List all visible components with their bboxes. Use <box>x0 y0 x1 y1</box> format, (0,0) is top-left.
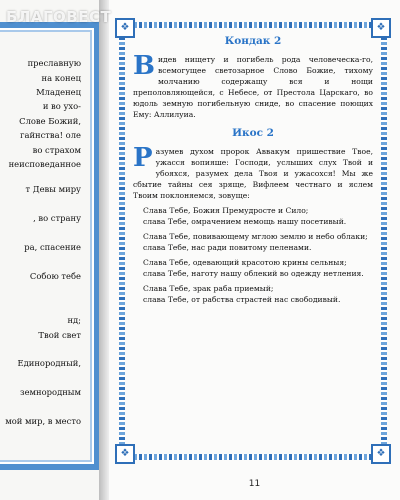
praise-line: Слава Тебе, повивающему мглою землю и небо облаки; <box>143 232 368 241</box>
corner-ornament-icon: ❖ <box>115 444 135 464</box>
praise-line: Слава Тебе, зрак раба приемый; <box>143 284 274 293</box>
praise-line: слава Тебе, омрачением немощь нашу посетивый. <box>143 217 347 226</box>
praise-line: слава Тебе, нас ради повитому пеленами. <box>143 243 312 252</box>
left-text-line: ра, спасение <box>24 242 81 252</box>
border-right <box>381 22 387 460</box>
ikos-dropcap: Р <box>133 143 153 173</box>
praise-line: слава Тебе, наготу нашу облекий во одежду нетления. <box>143 269 364 278</box>
left-text-line: , во страну <box>33 213 81 223</box>
left-text-line: во страхом <box>32 145 81 155</box>
kontakion-body: идев нищету и погибель рода человеческа-го, всемогущее светозарное Слово Божие, тихому молчанию содержащу вся и нощи преполовляющейся, с Небесе, от Престола Царскаго, во юдоль земную погибельную сниде, во спасение поющих Ему: Аллилуиа. <box>133 55 373 119</box>
right-page <box>109 0 400 500</box>
left-text-line: мой мир, в место <box>5 416 81 426</box>
left-text-line: т Девы миру <box>25 184 81 194</box>
praise-group <box>133 257 373 279</box>
page-content <box>133 34 373 305</box>
left-text-line: Собою тебе <box>29 271 81 281</box>
ikos-intro-body: азумев духом пророк Аввакум пришествие Твое, ужасся вопияше: Господи, услыших слух Твой и убояхся, разумех дела Твоя и ужасохся! Мы же сбытие тайны сея зряще, Вифлеем честнаго и яслем Твоим поклоняемся, зовуще: <box>133 147 373 200</box>
book-gutter <box>99 0 109 500</box>
ikos-heading: Икос 2 <box>232 127 274 139</box>
border-top <box>119 22 387 28</box>
left-page <box>0 0 99 500</box>
watermark-logo: БЛАГОВЕСТ <box>6 8 112 26</box>
ikos-intro <box>133 143 373 201</box>
left-text-line: на конец <box>41 73 81 83</box>
left-text-line: Твой свет <box>38 330 81 340</box>
kontakion-heading: Кондак 2 <box>224 35 282 47</box>
left-text-line: нд; <box>67 315 81 325</box>
kontakion-text <box>133 51 373 120</box>
left-text-line: Младенец <box>36 87 81 97</box>
left-text-line: Единородный, <box>17 358 81 368</box>
left-text-line: Слове Божий, <box>19 116 81 126</box>
praise-line: Слава Тебе, Божия Премудросте и Сило; <box>143 206 309 215</box>
praise-line: Слава Тебе, одевающий красотою крины сельныя; <box>143 258 347 267</box>
praise-group <box>133 283 373 305</box>
corner-ornament-icon: ❖ <box>371 18 391 38</box>
left-text-line: земнородным <box>20 387 81 397</box>
border-left <box>119 22 125 460</box>
corner-ornament-icon: ❖ <box>371 444 391 464</box>
praise-group <box>133 231 373 253</box>
praise-group <box>133 205 373 227</box>
left-text-line: гайнства! оле <box>20 130 81 140</box>
praise-line: слава Тебе, от рабства страстей нас свободивый. <box>143 295 341 304</box>
page-number: 11 <box>248 479 261 489</box>
left-text-line: и во ухо- <box>42 101 81 111</box>
corner-ornament-icon: ❖ <box>115 18 135 38</box>
left-text-line: преславную <box>27 58 81 68</box>
border-bottom <box>119 454 387 460</box>
kontakion-dropcap: В <box>133 51 155 81</box>
left-text-line: неисповеданное <box>8 159 81 169</box>
